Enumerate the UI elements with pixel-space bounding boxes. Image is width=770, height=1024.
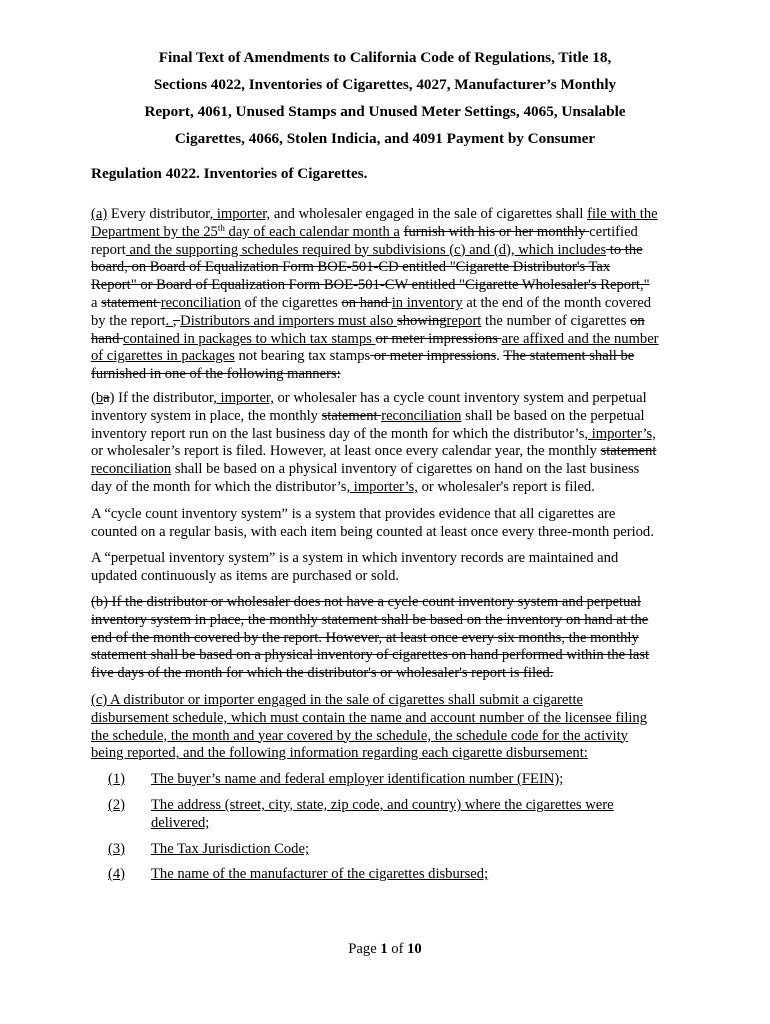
paragraph-c [91,692,691,763]
text-line: inventory system in place, the monthly statement shall be based on the inventory on hand at the [91,611,649,628]
text-line: Department by the 25th day of each calendar month a furnish with his or her monthly certified [91,222,638,240]
text-line: (ba) If the distributor, importer, or wholesaler has a cycle count inventory system and perpetual [91,390,647,406]
paragraph-cycle-count [91,506,691,542]
page-total: 10 [407,941,422,957]
text-line: hand contained in packages to which tax stamps or meter impressions are affixed and the number [91,330,659,347]
text-line: (b) If the distributor or wholesaler does not have a cycle count inventory system and perpetual [91,594,641,610]
paragraph-a [91,206,691,384]
title-line: Final Text of Amendments to California Code of Regulations, Title 18, [158,49,612,66]
title-line: Cigarettes, 4066, Stolen Indicia, and 4091 Payment by Consumer [174,130,596,147]
title-line: Report, 4061, Unused Stamps and Unused Meter Settings, 4065, Unsalable [144,103,626,120]
text-line: counted on a regular basis, with each item being counted at least once every three-month period. [91,523,654,540]
text-line: inventory system in place, the monthly statement reconciliation shall be based on the perpetual [91,407,645,424]
regulation-heading: Regulation 4022. Inventories of Cigarettes. [91,165,368,182]
text-line: updated continuously as items are purchased or sold. [91,567,400,584]
text-line: (c) A distributor or importer engaged in the sale of cigarettes shall submit a cigarette [91,692,583,708]
text-line: Report" or Board of Equalization Form BOE-501-CW entitled "Cigarette Wholesaler's Report," [91,277,650,294]
text-line: A “cycle count inventory system” is a system that provides evidence that all cigarettes are [91,506,616,522]
text-line: of cigarettes in packages not bearing tax stamps or meter impressions. The statement shall be [91,348,635,365]
text-line: statement shall be based on a physical inventory of cigarettes on hand performed within the last [91,647,650,664]
paragraph-perpetual [91,550,691,586]
text-line: the schedule, the month and year covered by the schedule, the schedule code for the activity [91,727,628,744]
document-title [80,44,690,152]
text-line: report and the supporting schedules required by subdivisions (c) and (d), which includes to the [91,241,643,258]
text-line: being reported, and the following information regarding each cigarette disbursement: [91,745,588,762]
title-line: Sections 4022, Inventories of Cigarettes, 4027, Manufacturer’s Monthly [153,76,617,93]
text-line: a statement reconciliation of the cigarettes on hand in inventory at the end of the month covered [91,294,652,311]
document-page: Final Text of Amendments to California Code of Regulations, Title 18, Sections 4022, Inventories of Cigarettes, 4027, Manufacturer’s Monthly Report, 4061, Unused Stamps and Unused Meter Settings, 4065, Unsalable Cigarettes, 4066, Stolen Indicia, and 4091 Payment by Consumer Regulation 4022. Inventories of Cigarettes. (a) Every distributor, importer, and wholesaler engaged in the sale of cigarettes shall file with the Department by the 25th day of each calendar month a furnish with his or her monthly certified report and the supporting schedules required by subdivisions (c) and (d), which includes to the board, on Board of Equalization Form BOE-501-CD entitled "Cigarette Distributor's Tax Report" or Board of Equalization Form BOE-501-CW entitled "Cigarette Wholesaler's Report," a statement reconciliation of the cigarettes on hand in inventory at the end of the month covered by the report. , Distributors and importers must also showingreport the number of cigarettes on hand contained in packages to which tax stamps or meter impressions are affixed and the number of cigarettes in packages not bearing tax stamps or meter impressions. The statement shall be furnished in one of the following manners: (ba) If the distributor, importer, or wholesaler has a cycle count inventory system and perpetual inventory system in place, the monthly statement reconciliation shall be based on the perpetual inventory report run on the last business day of the month for which the distributor’s, importer’s, or wholesaler’s report is filed. However, at least once every calendar year, the monthly statement reconciliation shall be based on a physical inventory of cigarettes on hand on the last business day of the month for which the distributor’s, importer’s, or wholesaler's report is filed. A “cycle count inventory system” is a system that provides evidence that all cigarettes are counted on a regular basis, with each item being counted at least once every three-month period. A “perpetual inventory system” is a system in which inventory records are maintained and updated continuously as items are purchased or sold. (b) If the distributor or wholesaler does not have a cycle count inventory system and perpetual inventory system in place, the monthly statement shall be based on the inventory on hand at the end of the month covered by the report. However, at least once every six months, the monthly statement shall be based on a physical inventory of cigarettes on hand performed within the last five days of the month for which the distributor's or wholesaler's report is filed. (c) A distributor or importer engaged in the sale of cigarettes shall submit a cigarette disbursement schedule, which must contain the name and account number of the licensee filing the schedule, the month and year covered by the schedule, the schedule code for the activity being reported, and the following information regarding each cigarette disbursement: (1) The buyer’s name and federal employer identification number (FEIN); (2) The address (street, city, state, zip code, and country) where the cigarettes were delivered; (3) The Tax Jurisdiction Code; (4) The name of the manufacturer of the cigarettes disbursed; Page 1 of 10 [0,0,770,1024]
text-line: by the report. , Distributors and importers must also showingreport the number of cigarettes on [91,312,645,329]
text-line: or wholesaler’s report is filed. However, at least once every calendar year, the monthly statement [91,443,657,460]
text-line: end of the month covered by the report. However, at least once every six months, the monthly [91,629,639,646]
text-line: board, on Board of Equalization Form BOE-501-CD entitled "Cigarette Distributor's Tax [91,259,611,276]
text-line: A “perpetual inventory system” is a system in which inventory records are maintained and [91,550,619,566]
page-number: 1 [380,941,388,957]
text-line: disbursement schedule, which must contain the name and account number of the licensee filing [91,709,648,726]
text-line: inventory report run on the last business day of the month for which the distributor’s, importer’s, [91,425,656,442]
page-footer: Page 1 of 10 [348,941,422,957]
text-line: furnished in one of the following manners: [91,366,341,383]
text-line: reconciliation shall be based on a physical inventory of cigarettes on hand on the last business [91,461,640,478]
text-line: (a) Every distributor, importer, and wholesaler engaged in the sale of cigarettes shall file with the [91,206,658,222]
paragraph-deleted-b [91,594,691,683]
paragraph-b [91,390,691,497]
text-line: day of the month for which the distributor’s, importer’s, or wholesaler's report is filed. [91,478,595,495]
text-line: five days of the month for which the distributor's or wholesaler's report is filed. [91,665,554,682]
